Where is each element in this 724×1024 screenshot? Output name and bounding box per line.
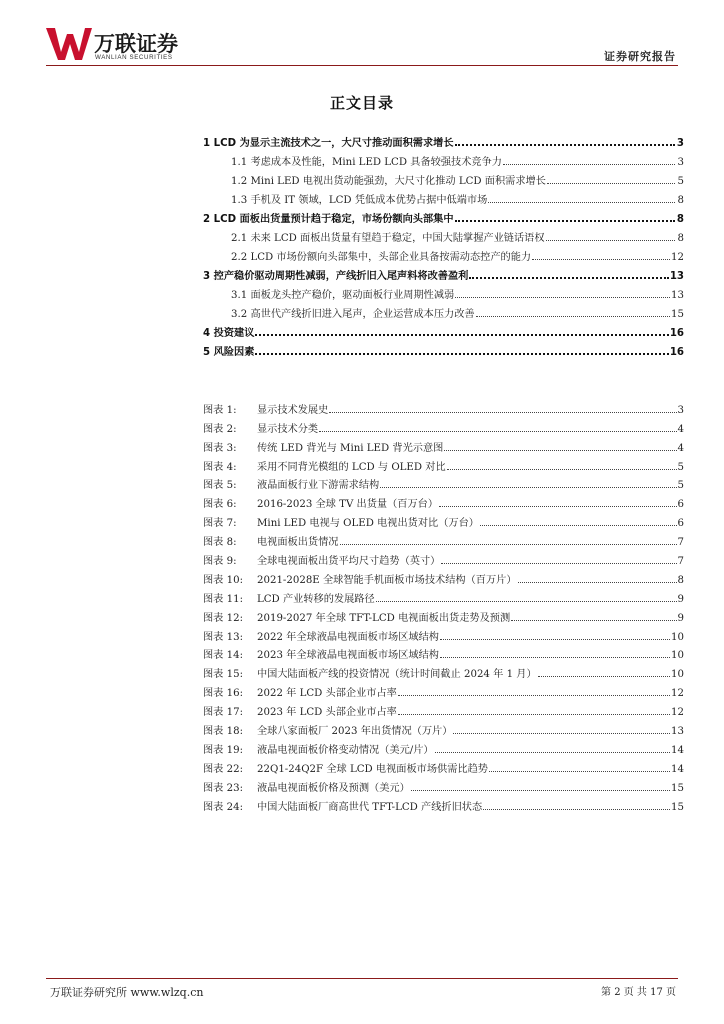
figure-leader-dots — [453, 732, 670, 734]
toc-entry-label: 3.1 面板龙头控产稳价，驱动面板行业周期性减弱 — [231, 290, 455, 301]
figure-entry[interactable] — [203, 680, 684, 699]
footer-page-number: 第 2 页 共 17 页 — [601, 987, 676, 998]
figure-entry-number: 图表 17: — [203, 707, 244, 719]
figure-entry[interactable] — [203, 643, 684, 662]
figure-leader-dots — [538, 675, 670, 677]
figure-entry-page: 14 — [671, 763, 684, 775]
figure-entry-number: 图表 13: — [203, 631, 244, 643]
figure-entry[interactable] — [203, 699, 684, 718]
figure-leader-dots — [483, 808, 670, 810]
figure-entry-label: 液晶电视面板价格及预测（美元） — [257, 782, 410, 794]
figure-entry[interactable] — [203, 605, 684, 624]
toc-entry[interactable] — [203, 168, 684, 187]
figure-leader-dots — [439, 505, 676, 507]
figure-leader-dots — [340, 543, 677, 545]
figure-entry[interactable] — [203, 775, 684, 794]
figure-leader-dots — [511, 619, 676, 621]
figure-leader-dots — [319, 430, 676, 432]
figure-entry[interactable] — [203, 510, 684, 529]
toc-entry-label: 1.3 手机及 IT 领域，LCD 凭低成本优势占据中低端市场 — [231, 195, 488, 206]
figure-entry-number: 图表 12: — [203, 612, 244, 624]
figure-entry-label: 采用不同背光模组的 LCD 与 OLED 对比 — [257, 461, 446, 473]
figure-entry-number: 图表 3: — [203, 442, 237, 454]
toc-leader-dots — [503, 163, 675, 165]
figure-entry-page: 15 — [671, 801, 684, 813]
figure-entry-page: 5 — [677, 461, 684, 473]
figure-entry[interactable] — [203, 737, 684, 756]
figure-entry-label: 2023 年全球液晶电视面板市场区域结构 — [257, 650, 439, 662]
figure-leader-dots — [441, 562, 676, 564]
toc-entry-page: 16 — [669, 328, 684, 339]
toc-leader-dots — [469, 276, 668, 279]
footer-divider — [46, 978, 678, 979]
logo-english-name: WANLIAN SECURITIES — [95, 54, 173, 61]
company-logo — [46, 26, 196, 66]
figure-entry-label: LCD 产业转移的发展路径 — [257, 593, 375, 605]
toc-leader-dots — [455, 296, 670, 298]
figure-entry-page: 10 — [671, 669, 684, 681]
figure-entry-page: 7 — [677, 537, 684, 549]
logo-chinese-name: 万联证券 — [94, 32, 178, 56]
figure-entry-label: 显示技术分类 — [257, 423, 319, 435]
toc-entry-page: 16 — [669, 347, 684, 358]
figure-leader-dots — [480, 524, 677, 526]
figure-entry-page: 12 — [671, 707, 684, 719]
toc-leader-dots — [488, 201, 675, 203]
figure-entry-number: 图表 16: — [203, 688, 244, 700]
wanlian-logo-icon — [46, 26, 92, 62]
figure-leader-dots — [440, 638, 670, 640]
toc-entry-page: 3 — [676, 138, 684, 149]
figure-entry-label: 2019-2027 年全球 TFT-LCD 电视面板出货走势及预测 — [257, 612, 511, 624]
figure-leader-dots — [398, 713, 670, 715]
figure-entry-page: 4 — [677, 442, 684, 454]
figure-entry[interactable] — [203, 548, 684, 567]
toc-leader-dots — [547, 182, 675, 184]
figure-entry-page: 7 — [677, 556, 684, 568]
figure-leader-dots — [518, 581, 677, 583]
report-type-label: 证券研究报告 — [604, 50, 676, 63]
toc-entry-page: 15 — [671, 309, 684, 320]
figure-entry-page: 9 — [677, 612, 684, 624]
figure-entry-label: 2016-2023 全球 TV 出货量（百万台） — [257, 499, 439, 511]
figure-entry-label: Mini LED 电视与 OLED 电视出货对比（万台） — [257, 518, 479, 530]
toc-leader-dots — [455, 219, 675, 222]
figure-entry-number: 图表 9: — [203, 556, 237, 568]
figure-entry-number: 图表 18: — [203, 726, 244, 738]
page-header — [0, 0, 724, 70]
toc-entry[interactable] — [203, 149, 684, 168]
toc-entry[interactable] — [203, 187, 684, 206]
figure-entry-label: 全球八家面板厂 2023 年出货情况（万片） — [257, 726, 453, 738]
toc-leader-dots — [476, 315, 670, 317]
figure-entry-number: 图表 5: — [203, 480, 237, 492]
figure-entry-page: 12 — [671, 688, 684, 700]
figure-entry[interactable] — [203, 491, 684, 510]
figure-leader-dots — [398, 694, 670, 696]
toc-entry-page: 8 — [677, 233, 684, 244]
figure-entry-page: 13 — [671, 726, 684, 738]
figure-entry-page: 14 — [671, 744, 684, 756]
toc-leader-dots — [255, 333, 668, 336]
figure-entry[interactable] — [203, 661, 684, 680]
toc-leader-dots — [455, 143, 675, 146]
figure-entry[interactable] — [203, 473, 684, 492]
figure-entry-page: 8 — [677, 574, 684, 586]
toc-entry[interactable] — [203, 301, 684, 320]
toc-entry[interactable] — [203, 339, 684, 358]
footer-source: 万联证券研究所 www.wlzq.cn — [50, 986, 204, 999]
toc-entry-label: 3.2 高世代产线折旧进入尾声，企业运营成本压力改善 — [231, 309, 475, 320]
figure-entry[interactable] — [203, 416, 684, 435]
figure-entry-number: 图表 23: — [203, 782, 244, 794]
figure-entry-number: 图表 19: — [203, 744, 244, 756]
figure-entry[interactable] — [203, 454, 684, 473]
figure-entry-page: 3 — [677, 404, 684, 416]
toc-entry-label: 1.2 Mini LED 电视出货动能强劲，大尺寸化推动 LCD 面积需求增长 — [231, 176, 546, 187]
toc-entry-label: 5 风险因素 — [203, 347, 255, 358]
figure-leader-dots — [447, 468, 677, 470]
figure-entry-label: 22Q1-24Q2F 全球 LCD 电视面板市场供需比趋势 — [257, 763, 488, 775]
figure-entry-page: 6 — [677, 518, 684, 530]
toc-entry[interactable] — [203, 206, 684, 225]
list-of-figures — [203, 397, 684, 813]
figure-entry-page: 10 — [671, 650, 684, 662]
figure-entry-page: 15 — [671, 782, 684, 794]
figure-entry-label: 2023 年 LCD 头部企业市占率 — [257, 707, 397, 719]
figure-leader-dots — [435, 751, 670, 753]
figure-entry-label: 2021-2028E 全球智能手机面板市场技术结构（百万片） — [257, 574, 517, 586]
toc-entry-label: 2.1 未来 LCD 面板出货量有望趋于稳定，中国大陆掌握产业链话语权 — [231, 233, 545, 244]
figure-leader-dots — [489, 770, 670, 772]
table-of-contents — [203, 130, 684, 358]
figure-entry-page: 9 — [677, 593, 684, 605]
toc-entry-page: 8 — [677, 195, 684, 206]
toc-entry[interactable] — [203, 320, 684, 339]
figure-entry-number: 图表 14: — [203, 650, 244, 662]
toc-entry-page: 8 — [676, 214, 684, 225]
toc-entry[interactable] — [203, 244, 684, 263]
toc-entry-page: 3 — [677, 157, 684, 168]
figure-entry[interactable] — [203, 567, 684, 586]
toc-entry-label: 2 LCD 面板出货量预计趋于稳定，市场份额向头部集中 — [203, 214, 454, 225]
toc-entry-label: 2.2 LCD 市场份额向头部集中，头部企业具备按需动态控产的能力 — [231, 252, 532, 263]
figure-leader-dots — [440, 656, 670, 658]
figure-entry[interactable] — [203, 435, 684, 454]
toc-entry-label: 3 控产稳价驱动周期性减弱，产线折旧入尾声料将改善盈利 — [203, 271, 469, 282]
toc-entry-label: 1.1 考虑成本及性能，Mini LED LCD 具备较强技术竞争力 — [231, 157, 502, 168]
figure-entry[interactable] — [203, 718, 684, 737]
figure-entry-number: 图表 10: — [203, 574, 244, 586]
figure-entry-label: 中国大陆面板产线的投资情况（统计时间截止 2024 年 1 月） — [257, 669, 537, 681]
figure-entry-label: 传统 LED 背光与 Mini LED 背光示意图 — [257, 442, 444, 454]
figure-entry-label: 显示技术发展史 — [257, 404, 329, 416]
figure-entry-number: 图表 8: — [203, 537, 237, 549]
figure-entry-label: 电视面板出货情况 — [257, 537, 339, 549]
toc-entry-page: 13 — [669, 271, 684, 282]
toc-title: 正文目录 — [329, 94, 394, 112]
figure-leader-dots — [411, 789, 670, 791]
figure-entry-label: 2022 年 LCD 头部企业市占率 — [257, 688, 397, 700]
toc-entry-page: 12 — [671, 252, 684, 263]
toc-entry-page: 5 — [677, 176, 684, 187]
header-divider — [46, 65, 678, 66]
figure-entry-number: 图表 2: — [203, 423, 237, 435]
figure-leader-dots — [444, 449, 676, 451]
toc-entry[interactable] — [203, 130, 684, 149]
figure-entry-page: 4 — [677, 423, 684, 435]
figure-entry[interactable] — [203, 794, 684, 813]
figure-entry-number: 图表 22: — [203, 763, 244, 775]
figure-entry-label: 液晶面板行业下游需求结构 — [257, 480, 380, 492]
toc-entry-page: 13 — [671, 290, 684, 301]
figure-entry[interactable] — [203, 529, 684, 548]
toc-entry[interactable] — [203, 282, 684, 301]
figure-leader-dots — [376, 600, 677, 602]
figure-entry-page: 5 — [677, 480, 684, 492]
toc-entry[interactable] — [203, 225, 684, 244]
toc-leader-dots — [255, 352, 668, 355]
figure-entry-number: 图表 1: — [203, 404, 237, 416]
figure-entry-number: 图表 7: — [203, 518, 237, 530]
figure-entry[interactable] — [203, 397, 684, 416]
toc-entry-label: 4 投资建议 — [203, 328, 255, 339]
figure-entry[interactable] — [203, 586, 684, 605]
figure-entry-label: 液晶电视面板价格变动情况（美元/片） — [257, 744, 434, 756]
figure-leader-dots — [329, 411, 676, 413]
figure-entry-number: 图表 4: — [203, 461, 237, 473]
figure-leader-dots — [380, 486, 676, 488]
toc-leader-dots — [532, 258, 670, 260]
figure-entry-number: 图表 15: — [203, 669, 244, 681]
figure-entry-label: 全球电视面板出货平均尺寸趋势（英寸） — [257, 556, 441, 568]
figure-entry[interactable] — [203, 756, 684, 775]
figure-entry-number: 图表 24: — [203, 801, 244, 813]
toc-leader-dots — [546, 239, 675, 241]
figure-entry-label: 2022 年全球液晶电视面板市场区域结构 — [257, 631, 439, 643]
figure-entry[interactable] — [203, 624, 684, 643]
figure-entry-page: 10 — [671, 631, 684, 643]
toc-entry[interactable] — [203, 263, 684, 282]
figure-entry-page: 6 — [677, 499, 684, 511]
toc-entry-label: 1 LCD 为显示主流技术之一，大尺寸推动面积需求增长 — [203, 138, 454, 149]
figure-entry-number: 图表 6: — [203, 499, 237, 511]
figure-entry-label: 中国大陆面板厂商高世代 TFT-LCD 产线折旧状态 — [257, 801, 483, 813]
figure-entry-number: 图表 11: — [203, 593, 244, 605]
